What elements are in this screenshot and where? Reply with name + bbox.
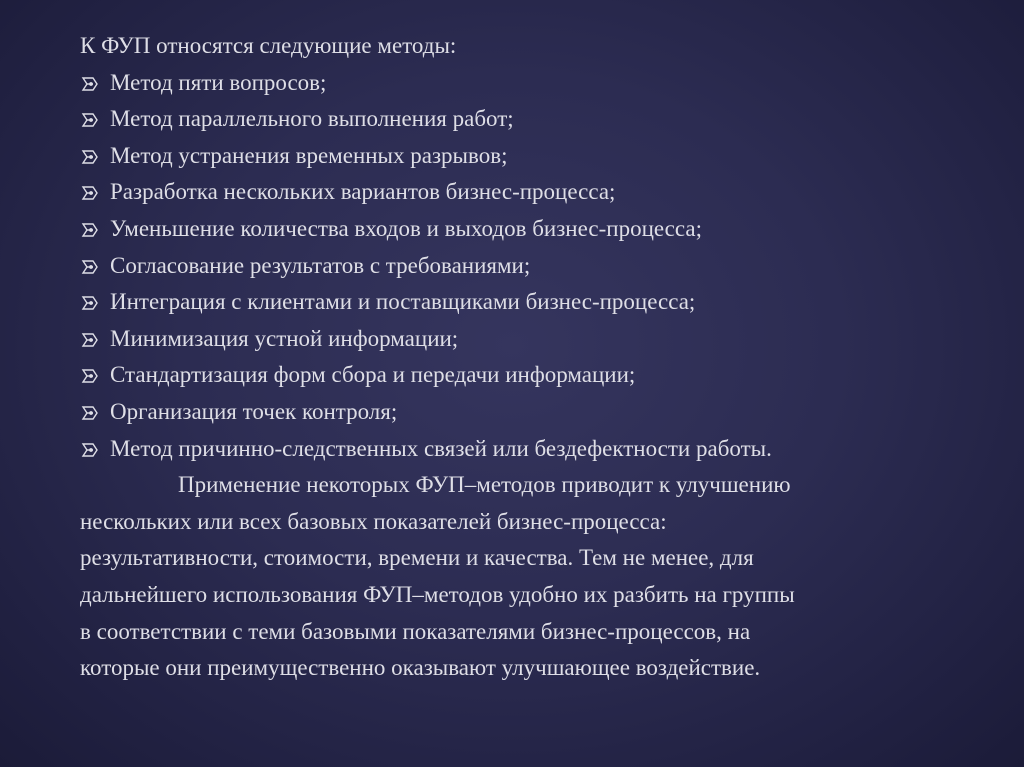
list-item xyxy=(80,357,980,394)
pen-nib-icon xyxy=(80,330,100,350)
list-item-text: Согласование результатов с требованиями; xyxy=(110,252,531,278)
list-item-text: Метод причинно-следственных связей или бездефектности работы. xyxy=(110,435,772,461)
list-item xyxy=(80,394,980,431)
paragraph-line: дальнейшего использования ФУП–методов удобно их разбить на группы xyxy=(80,581,795,607)
pen-nib-icon xyxy=(80,220,100,240)
list-item xyxy=(80,284,980,321)
pen-nib-icon xyxy=(80,440,100,460)
intro-line: К ФУП относятся следующие методы: xyxy=(80,33,457,58)
paragraph-line: нескольких или всех базовых показателей бизнес-процесса: xyxy=(80,508,667,534)
list-item xyxy=(80,138,980,175)
list-item-text: Интеграция с клиентами и поставщиками бизнес-процесса; xyxy=(110,289,696,315)
paragraph-text: Применение некоторых ФУП–методов приводит к улучшению xyxy=(178,472,791,498)
pen-nib-icon xyxy=(80,403,100,423)
list-item xyxy=(80,248,980,285)
list-item xyxy=(80,65,980,102)
list-item-text: Метод пяти вопросов; xyxy=(110,69,327,95)
list-item-text: Уменьшение количества входов и выходов бизнес-процесса; xyxy=(110,215,702,241)
slide-content xyxy=(80,28,980,687)
list-item xyxy=(80,321,980,358)
list-item-text: Метод устранения временных разрывов; xyxy=(110,142,508,168)
pen-nib-icon xyxy=(80,74,100,94)
paragraph-line: результативности, стоимости, времени и качества. Тем не менее, для xyxy=(80,545,754,571)
paragraph-line: в соответствии с теми базовыми показателями бизнес-процессов, на xyxy=(80,618,751,644)
list-item-text: Метод параллельного выполнения работ; xyxy=(110,106,514,132)
list-item xyxy=(80,431,980,468)
list-item-text: Организация точек контроля; xyxy=(110,398,398,424)
paragraph-line xyxy=(80,467,980,504)
pen-nib-icon xyxy=(80,147,100,167)
pen-nib-icon xyxy=(80,366,100,386)
list-item xyxy=(80,101,980,138)
list-item-text: Минимизация устной информации; xyxy=(110,325,459,351)
list-item xyxy=(80,211,980,248)
list-item-text: Разработка нескольких вариантов бизнес-процесса; xyxy=(110,179,616,205)
list-item-text: Стандартизация форм сбора и передачи информации; xyxy=(110,362,636,388)
paragraph-line: которые они преимущественно оказывают улучшающее воздействие. xyxy=(80,655,761,681)
list-item xyxy=(80,174,980,211)
pen-nib-icon xyxy=(80,257,100,277)
pen-nib-icon xyxy=(80,110,100,130)
pen-nib-icon xyxy=(80,293,100,313)
pen-nib-icon xyxy=(80,183,100,203)
